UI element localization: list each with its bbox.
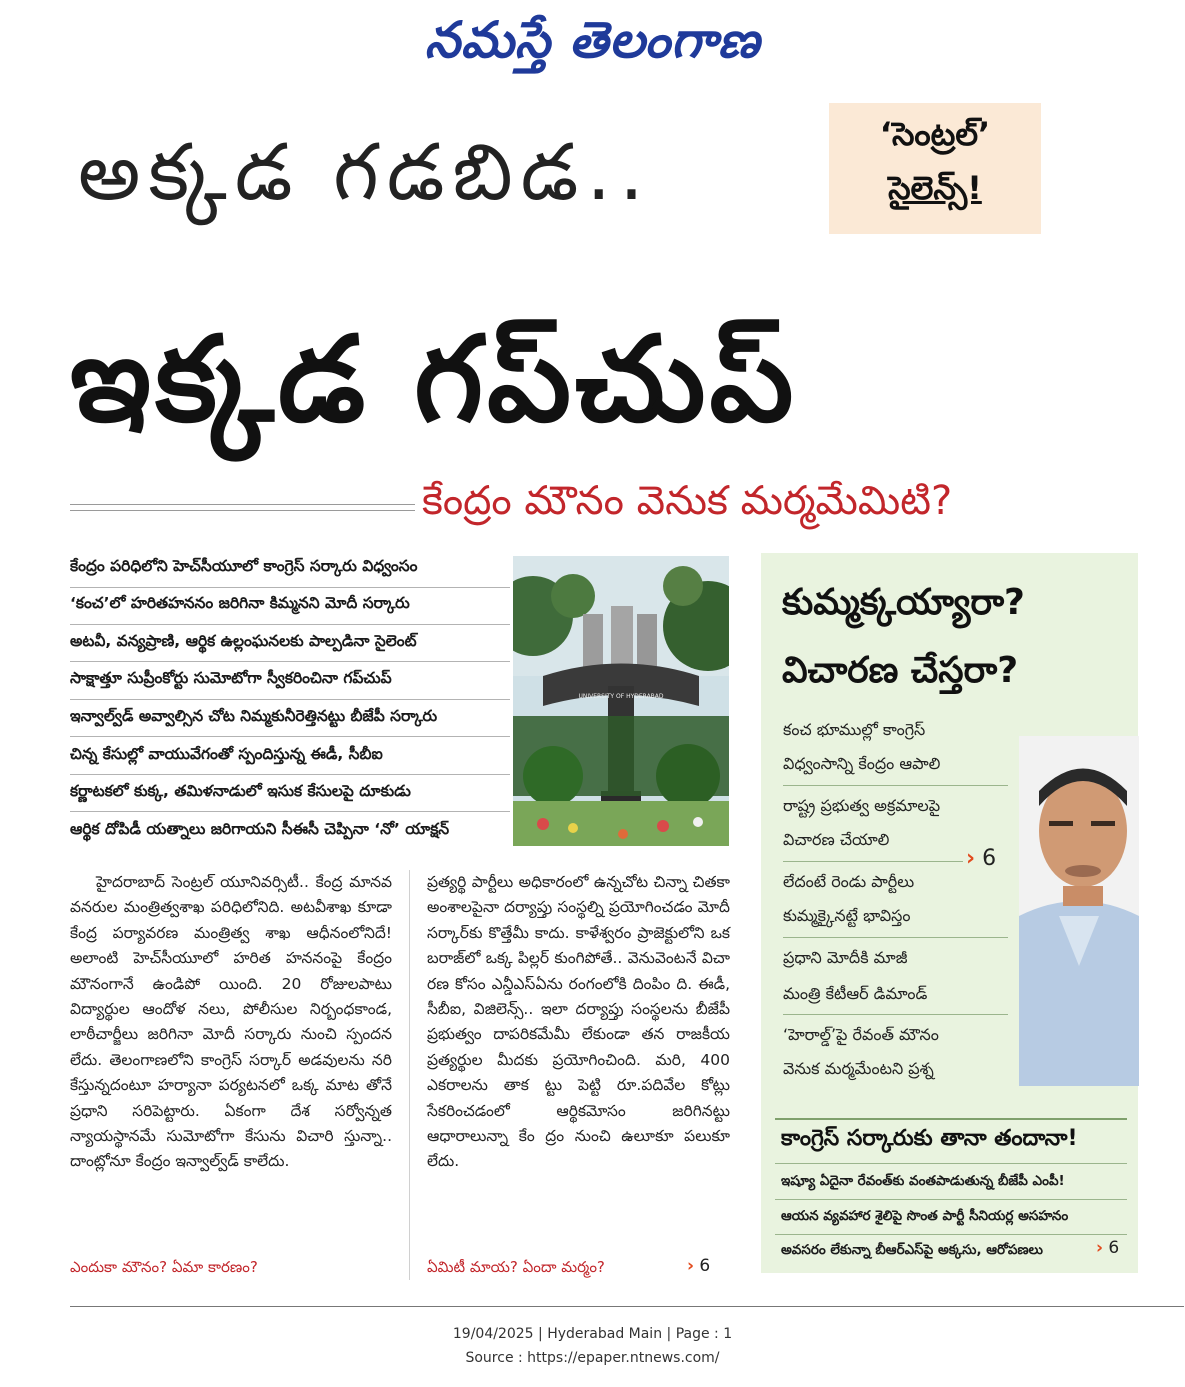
article-column-2 <box>427 870 730 1175</box>
sidebar-divider <box>775 1199 1127 1200</box>
continue-arrow-icon: › <box>1096 1238 1104 1258</box>
gate-sign-text: UNIVERSITY OF HYDERABAD <box>578 693 664 700</box>
column-1-question: ఎందుకా మౌనం? ఏమా కారణం? <box>70 1258 258 1276</box>
sidebar-box-line: అవసరం లేకున్నా బీఆర్‌ఎస్‌పై అక్కసు, ఆరోపణలు <box>781 1242 1043 1258</box>
kicker-line-2: సైలెన్స్! <box>888 169 982 207</box>
sidebar-line: విధ్వంసాన్ని కేంద్రం ఆపాలి <box>783 754 941 773</box>
kicker-line-1: ‘సెంట్రల్’ <box>879 115 991 153</box>
column-2-text: ప్రత్యర్థి పార్టీలు అధికారంలో ఉన్నచోట చిన్నా చితకా అంశాలపైనా దర్యాప్తు సంస్థల్ని ప్రయోగించడం మోదీ సర్కార్‌కు కొత్తేమీ కాదు. కాళేశ్వరం ప్రాజెక్టులోని ఒక బరాజ్‌లో ఒక్క పిల్లర్ కుంగిపోతే.. వెనువెంటనే విచా రణ కోసం ఎన్డీఎస్‌ఏను రంగంలోకి దింపిం ది. ఈడీ, సీబీఐ, విజిలెన్స్.. ఇలా దర్యాప్తు సంస్థలను బీజేపీ ప్రభుత్వం దాపరికమేమీ లేకుండా తన రాజకీయ ప్రత్యర్థుల మీదకు ప్రయోగించింది. మరి, 400 ఎకరాలను తాక ట్టు పెట్టి రూ.పదివేల కోట్లు సేకరించడంలో ఆర్థికమోసం జరిగినట్టు ఆధారాలున్నా కేం ద్రం నుంచి ఉలూకూ పలుకూ లేదు. <box>427 873 730 1171</box>
sidebar-divider <box>775 1163 1127 1164</box>
continue-page-number: 6 <box>1108 1238 1120 1258</box>
footer-rule <box>70 1306 1184 1307</box>
lead-line: ఇన్వాల్వ్‌డ్ అవ్వాల్సిన చోట నిమ్మకునీరెత్తినట్టు బీజేపీ సర్కారు <box>70 707 438 725</box>
sidebar-divider <box>783 861 963 862</box>
sidebar-box-line: ఇష్యూ ఏదైనా రేవంత్‌కు వంతపాడుతున్న బీజేపీ ఎంపీ! <box>781 1173 1065 1189</box>
sidebar-line: విచారణ చేయాలి <box>783 830 890 849</box>
sidebar-box-heading: కాంగ్రెస్ సర్కారుకు తానా తందానా! <box>781 1126 1078 1151</box>
continue-page-number: 6 <box>699 1256 711 1276</box>
lead-divider <box>70 811 510 812</box>
lead-line: అటవీ, వన్యప్రాణి, ఆర్థిక ఉల్లంఘనలకు పాల్పడినా సైలెంట్ <box>70 632 417 650</box>
lead-divider <box>70 587 510 588</box>
subhead-rule-top <box>70 504 415 505</box>
sidebar-divider <box>783 785 1008 786</box>
subheadline: కేంద్రం మౌనం వెనుక మర్మమేమిటి? <box>422 478 953 524</box>
sidebar-box-continued[interactable] <box>1096 1238 1119 1258</box>
sidebar-continued[interactable] <box>966 846 996 871</box>
column-2-question: ఏమిటీ మాయ? ఏందా మర్మం? <box>427 1258 605 1276</box>
sidebar-line: కుమ్మక్కైనట్టే భావిస్తం <box>783 906 911 925</box>
ktr-portrait-photo <box>1019 736 1139 1086</box>
subhead-rule-bottom <box>70 510 415 511</box>
sidebar-box-line: ఆయన వ్యవహార శైలిపై సొంత పార్టీ సీనియర్ల అసహనం <box>781 1208 1069 1224</box>
headline-line-2: ఇక్కడ గప్‌చుప్ <box>70 310 798 448</box>
continue-page-number: 6 <box>982 846 997 871</box>
sidebar-line: కంచ భూముల్లో కాంగ్రెస్ <box>783 720 926 739</box>
lead-divider <box>70 736 510 737</box>
sidebar-heading-2: విచారణ చేస్తరా? <box>782 650 1019 691</box>
continue-arrow-icon: › <box>687 1256 695 1276</box>
sidebar-divider <box>775 1234 1127 1235</box>
sidebar-line: మంత్రి కేటీఆర్ డిమాండ్ <box>783 984 928 1003</box>
sidebar-section-rule <box>775 1118 1127 1120</box>
sidebar-line: వెనుక మర్మమేంటని ప్రశ్న <box>783 1059 934 1078</box>
lead-divider <box>70 699 510 700</box>
sidebar-divider <box>783 937 1008 938</box>
lead-divider <box>70 661 510 662</box>
sidebar-line: రాష్ట్ర ప్రభుత్వ అక్రమాలపై <box>783 796 941 815</box>
column-divider <box>409 870 410 1280</box>
lead-line: ఆర్థిక దోపిడీ యత్నాలు జరిగాయని సీఈసీ చెప్పినా ‘నో’ యాక్షన్ <box>70 820 450 838</box>
article-column-1 <box>70 870 392 1175</box>
lead-line: కేంద్రం పరిధిలోని హెచ్‌సీయూలో కాంగ్రెస్ సర్కారు విధ్వంసం <box>70 557 418 575</box>
continue-arrow-icon: › <box>966 846 976 871</box>
lead-line: సాక్షాత్తూ సుప్రీంకోర్టు సుమోటోగా స్వీకరించినా గప్‌చుప్ <box>70 669 392 687</box>
lead-divider <box>70 624 510 625</box>
column-1-text: హైదరాబాద్ సెంట్రల్ యూనివర్సిటీ.. కేంద్ర మానవ వనరుల మంత్రిత్వశాఖ పరిధిలోనిది. అటవీశాఖ కూడా కేంద్ర పర్యావరణ మంత్రిత్వ శాఖ ఆధీనంలోనిదే! అలాంటి హెచ్‌సీయూలో హరిత హననంపై కేంద్రం మౌనంగానే ఉండిపో యింది. 20 రోజులపాటు విద్యార్థుల ఆందోళ నలు, పోలీసుల నిర్బంధకాండ, లాఠీచార్జీలు జరిగినా మోదీ సర్కారు నుంచి స్పందన లేదు. తెలంగాణలోని కాంగ్రెస్ సర్కార్ అడవులను నరి కేస్తున్నదంటూ హర్యానా పర్యటనలో ఒక్క మాట తోనే ప్రధాని సరిపెట్టారు. ఏకంగా దేశ సర్వోన్నత న్యాయస్థానమే సుమోటోగా కేసును విచారి స్తున్నా.. దాంట్లోనూ కేంద్రం ఇన్వాల్వ్‌డ్ కాలేదు. <box>70 873 392 1171</box>
sidebar-heading-1: కుమ్మక్కయ్యారా? <box>782 582 1025 623</box>
sidebar-line: ప్రధాని మోదీకి మాజీ <box>783 948 908 967</box>
lead-line: ‘కంచ’లో హరితహననం జరిగినా కిమ్మనని మోదీ సర్కారు <box>70 594 410 612</box>
lead-divider <box>70 774 510 775</box>
footer-date-edition: 19/04/2025 | Hyderabad Main | Page : 1 <box>452 1326 733 1342</box>
sidebar-line: లేదంటే రెండు పార్టీలు <box>783 872 915 891</box>
lead-line: చిన్న కేసుల్లో వాయువేగంతో స్పందిస్తున్న ఈడీ, సీబీఐ <box>70 745 383 763</box>
column-2-continued[interactable] <box>687 1256 710 1276</box>
footer-source: Source : https://epaper.ntnews.com/ <box>465 1350 720 1366</box>
masthead-logo: నమస్తే తెలంగాణ <box>424 11 761 69</box>
sidebar-line: ‘హెరాల్డ్’పై రేవంత్ మౌనం <box>783 1025 939 1044</box>
sidebar-divider <box>783 1014 1008 1015</box>
university-gate-photo <box>513 556 729 846</box>
lead-line: కర్ణాటకలో కుక్క, తమిళనాడులో ఇసుక కేసులపై దూకుడు <box>70 782 411 800</box>
headline-line-1: అక్కడ గడబిడ.. <box>78 128 652 218</box>
kicker-box <box>829 103 1041 234</box>
